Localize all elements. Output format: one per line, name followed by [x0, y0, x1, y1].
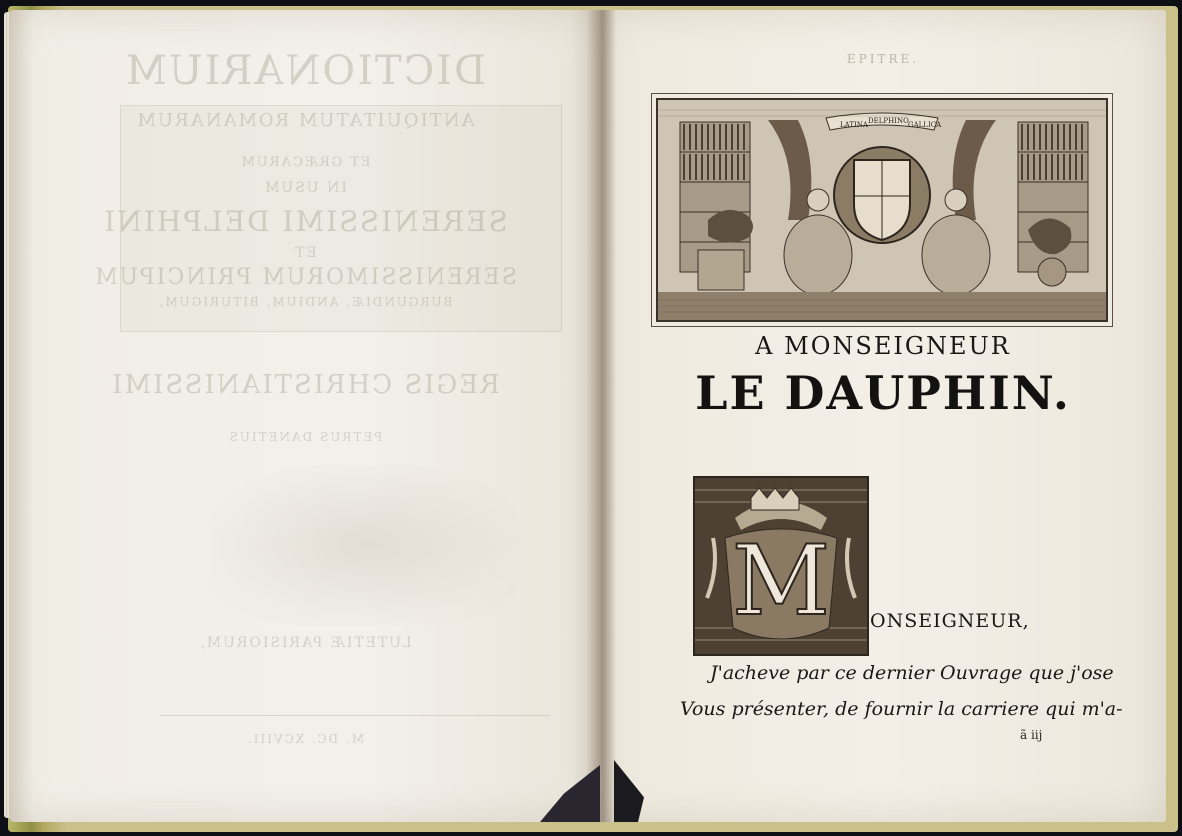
- initial-letter: M: [731, 525, 831, 637]
- banner-text-right: GALLICA: [908, 121, 942, 129]
- body-text-line: Vous présenter, de fournir la carriere qui m'a-: [680, 698, 1123, 720]
- decorated-initial: [693, 476, 869, 656]
- left-page: [10, 10, 600, 822]
- dedication-heading: LE DAUPHIN.: [695, 366, 1071, 420]
- engraved-headpiece: [656, 98, 1108, 322]
- initial-ornament: [695, 478, 867, 654]
- body-text-line: J'acheve par ce dernier Ouvrage que j'ose: [710, 662, 1114, 684]
- bleed-through-line: SERENISSIMORUM PRINCIPUM: [93, 265, 517, 290]
- catchword-signature: ã iij: [1020, 728, 1043, 742]
- bleed-through-line: ET GRÆCARUM: [239, 155, 371, 170]
- dedication-subheading: A MONSEIGNEUR: [755, 332, 1011, 360]
- running-head: EPITRE.: [846, 52, 920, 66]
- bleed-through-line: ANTIQUITATUM ROMANARUM: [135, 110, 475, 131]
- bleed-through-line: REGIS CHRISTIANISSIMI: [110, 370, 500, 400]
- banner-text-middle: DELPHINO: [868, 117, 909, 125]
- bleed-through-line: DICTIONARIUM: [123, 48, 487, 94]
- headpiece-illustration: [658, 100, 1106, 320]
- bleed-through-line: SERENISSIMI DELPHINI: [102, 205, 508, 238]
- bleed-through-emblem: [210, 465, 520, 625]
- bleed-through-line: LUTETIÆ PARISIORUM,: [198, 635, 412, 651]
- bleed-through-line: IN USUM: [263, 180, 347, 196]
- bleed-through-line: M. DC. XCVIII.: [245, 732, 365, 746]
- bleed-through-line: ET: [293, 245, 317, 261]
- bleed-through-line: BURGUNDIÆ, ANDIUM, BITURIGUM,: [157, 295, 453, 309]
- banner-text-left: LATINA: [840, 121, 868, 129]
- salutation: ONSEIGNEUR,: [870, 610, 1030, 632]
- bleed-through-rule: [160, 715, 550, 716]
- bleed-through-line: PETRUS DANETIUS: [227, 430, 383, 444]
